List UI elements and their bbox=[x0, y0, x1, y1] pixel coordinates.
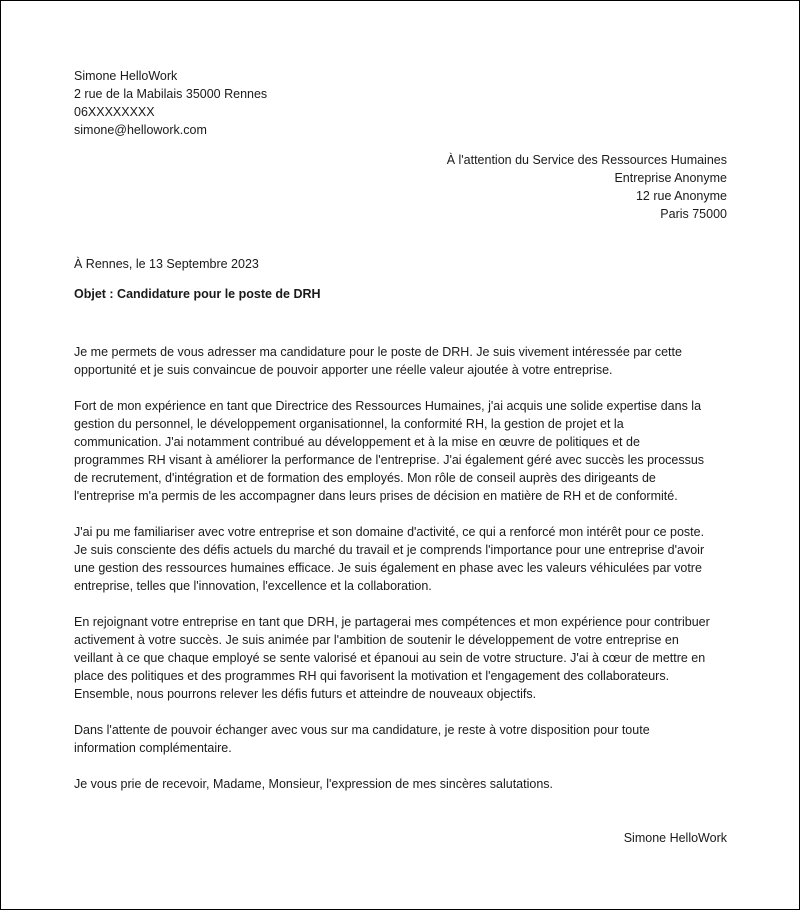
text-line: Fort de mon expérience en tant que Directrice des Ressources Humaines, j'ai acquis une solide expertise dans la bbox=[74, 399, 702, 413]
text-line: activement à votre succès. Je suis animée par l'ambition de soutenir le développement de votre entreprise en bbox=[74, 633, 679, 647]
paragraph-company bbox=[74, 523, 734, 595]
text-line: l'entreprise m'a permis de les accompagner dans leurs prises de décision en matière de RH et de conformité. bbox=[74, 489, 678, 503]
text-line: opportunité et je suis convaincue de pouvoir apporter une réelle valeur ajoutée à votre entreprise. bbox=[74, 363, 613, 377]
text-line: une gestion des ressources humaines efficace. Je suis également en phase avec les valeurs véhiculées par votre bbox=[74, 561, 702, 575]
text-line: Dans l'attente de pouvoir échanger avec vous sur ma candidature, je reste à votre disposition pour toute bbox=[74, 723, 650, 737]
text-line: de recrutement, d'intégration et de formation des employés. Mon rôle de conseil auprès des dirigeants de bbox=[74, 471, 656, 485]
text-line: place des politiques et des programmes RH qui favorisent la motivation et l'engagement des collaborateurs. bbox=[74, 669, 670, 683]
sender-name: Simone HelloWork bbox=[74, 69, 178, 83]
paragraph-experience bbox=[74, 397, 734, 505]
text-line: Je suis consciente des défis actuels du marché du travail et je comprends l'importance pour une entreprise d'avoir bbox=[74, 543, 705, 557]
text-line: Ensemble, nous pourrons relever les défis futurs et atteindre de nouveaux objectifs. bbox=[74, 687, 537, 701]
recipient-company: Entreprise Anonyme bbox=[614, 171, 727, 185]
text-line: programmes RH visant à améliorer la performance de l'entreprise. J'ai également géré avec succès les processus bbox=[74, 453, 705, 467]
text-line: gestion du personnel, le développement organisationnel, la conformité RH, la gestion de projet et la bbox=[74, 417, 624, 431]
paragraph-availability bbox=[74, 721, 734, 757]
paragraph-contribution bbox=[74, 613, 734, 703]
letter-body bbox=[74, 343, 734, 793]
subject-line: Objet : Candidature pour le poste de DRH bbox=[74, 287, 321, 301]
sender-address: 2 rue de la Mabilais 35000 Rennes bbox=[74, 87, 268, 101]
recipient-block bbox=[447, 151, 727, 223]
text-line: information complémentaire. bbox=[74, 741, 232, 755]
signature: Simone HelloWork bbox=[623, 831, 727, 845]
sender-email: simone@hellowork.com bbox=[74, 123, 207, 137]
text-line: entreprise, telles que l'innovation, l'excellence et la collaboration. bbox=[74, 579, 432, 593]
closing-formula: Je vous prie de recevoir, Madame, Monsieur, l'expression de mes sincères salutations. bbox=[74, 777, 554, 791]
text-line: communication. J'ai notamment contribué au développement et à la mise en œuvre de politiques et de bbox=[74, 435, 640, 449]
recipient-street: 12 rue Anonyme bbox=[635, 189, 727, 203]
text-line: J'ai pu me familiariser avec votre entreprise et son domaine d'activité, ce qui a renforcé mon intérêt pour ce poste. bbox=[74, 525, 705, 539]
recipient-attention: À l'attention du Service des Ressources Humaines bbox=[446, 153, 727, 167]
text-line: En rejoignant votre entreprise en tant que DRH, je partagerai mes compétences et mon expérience pour contribuer bbox=[74, 615, 710, 629]
paragraph-intro bbox=[74, 343, 734, 379]
place-date: À Rennes, le 13 Septembre 2023 bbox=[74, 257, 259, 271]
text-line: Je me permets de vous adresser ma candidature pour le poste de DRH. Je suis vivement intéressée par cette bbox=[74, 345, 682, 359]
text-line: veillant à ce que chaque employé se sente valorisé et épanoui au sein de votre structure. J'ai à cœur de mettre en bbox=[74, 651, 706, 665]
sender-phone: 06XXXXXXXX bbox=[74, 105, 155, 119]
sender-block bbox=[74, 67, 267, 139]
recipient-city: Paris 75000 bbox=[660, 207, 727, 221]
